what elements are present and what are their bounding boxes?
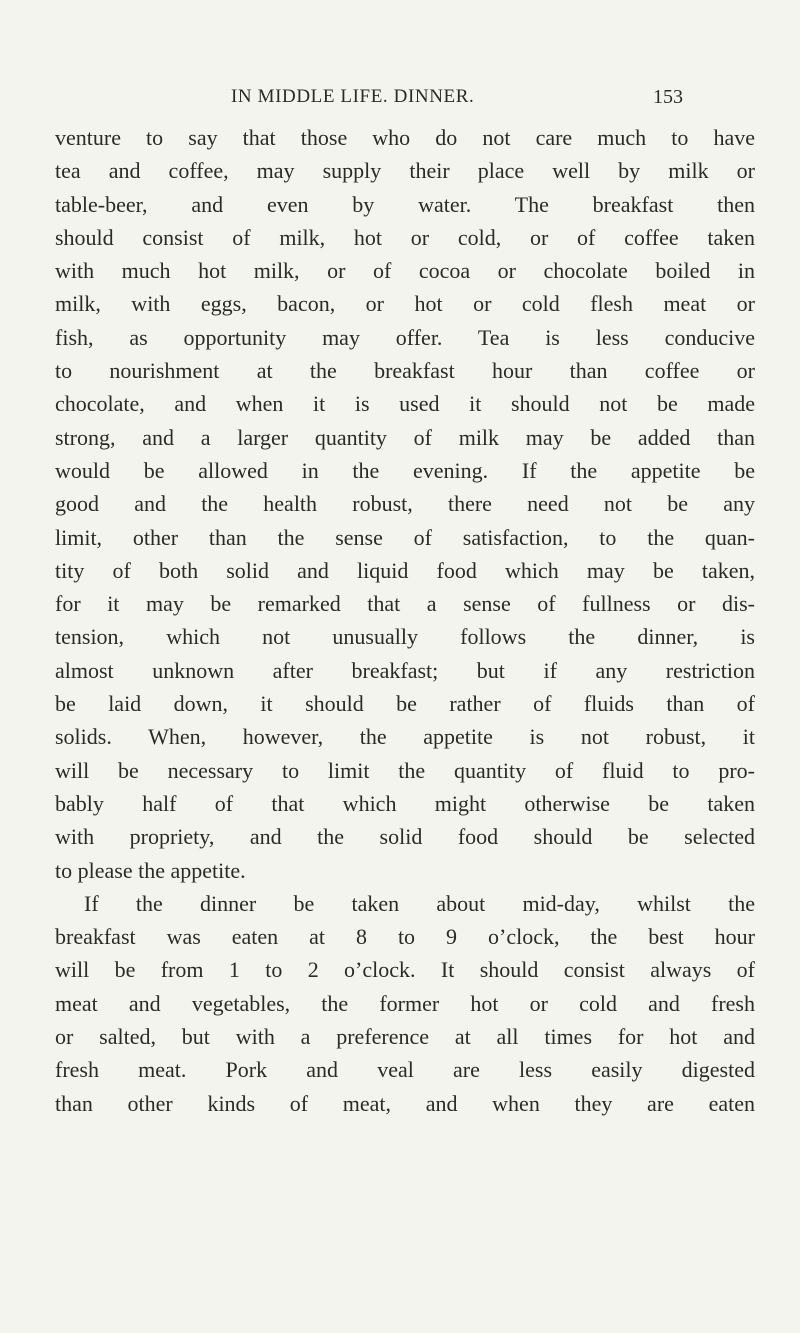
text-line: with much hot milk, or of cocoa or chocolate boiled in (55, 258, 755, 284)
body-text (55, 121, 755, 1120)
text-line: fresh meat. Pork and veal are less easily digested (55, 1057, 755, 1083)
text-line: solids. When, however, the appetite is not robust, it (55, 724, 755, 750)
text-line: tity of both solid and liquid food which may be taken, (55, 557, 755, 583)
text-line: venture to say that those who do not care much to have (55, 125, 755, 150)
running-title: IN MIDDLE LIFE. DINNER. (231, 86, 475, 107)
text-line: to nourishment at the breakfast hour than coffee or (55, 358, 755, 384)
text-line: tension, which not unusually follows the dinner, is (55, 624, 755, 650)
text-line: chocolate, and when it is used it should not be made (55, 391, 755, 417)
text-line: bably half of that which might otherwise be taken (55, 790, 755, 816)
text-line: strong, and a larger quantity of milk may be added than (55, 424, 755, 450)
text-line: milk, with eggs, bacon, or hot or cold flesh meat or (55, 291, 755, 317)
text-line: limit, other than the sense of satisfaction, to the quan- (55, 524, 755, 550)
text-line: meat and vegetables, the former hot or cold and fresh (55, 990, 755, 1016)
text-line: tea and coffee, may supply their place well by milk or (55, 158, 755, 184)
text-line: breakfast was eaten at 8 to 9 o’clock, the best hour (55, 924, 755, 950)
paragraph-first-line: If the dinner be taken about mid-day, whilst the (84, 890, 755, 916)
text-line: will be from 1 to 2 o’clock. It should consist always of (55, 957, 755, 983)
text-line: almost unknown after breakfast; but if any restriction (55, 657, 755, 683)
text-line: should consist of milk, hot or cold, or of coffee taken (55, 224, 755, 250)
text-line: than other kinds of meat, and when they are eaten (55, 1090, 755, 1116)
text-line: for it may be remarked that a sense of fullness or dis- (55, 591, 755, 617)
text-line: would be allowed in the evening. If the appetite be (55, 457, 755, 483)
running-head (0, 86, 800, 116)
text-line: or salted, but with a preference at all times for hot and (55, 1024, 755, 1050)
text-line: table-beer, and even by water. The breakfast then (55, 191, 755, 217)
page-number: 153 (653, 86, 683, 108)
text-line: be laid down, it should be rather of fluids than of (55, 691, 755, 717)
text-line: fish, as opportunity may offer. Tea is less conducive (55, 324, 755, 350)
text-line: with propriety, and the solid food should be selected (55, 824, 755, 850)
text-line: will be necessary to limit the quantity of fluid to pro- (55, 757, 755, 783)
text-line: good and the health robust, there need not be any (55, 491, 755, 517)
paragraph-end-line: to please the appetite. (55, 857, 246, 883)
